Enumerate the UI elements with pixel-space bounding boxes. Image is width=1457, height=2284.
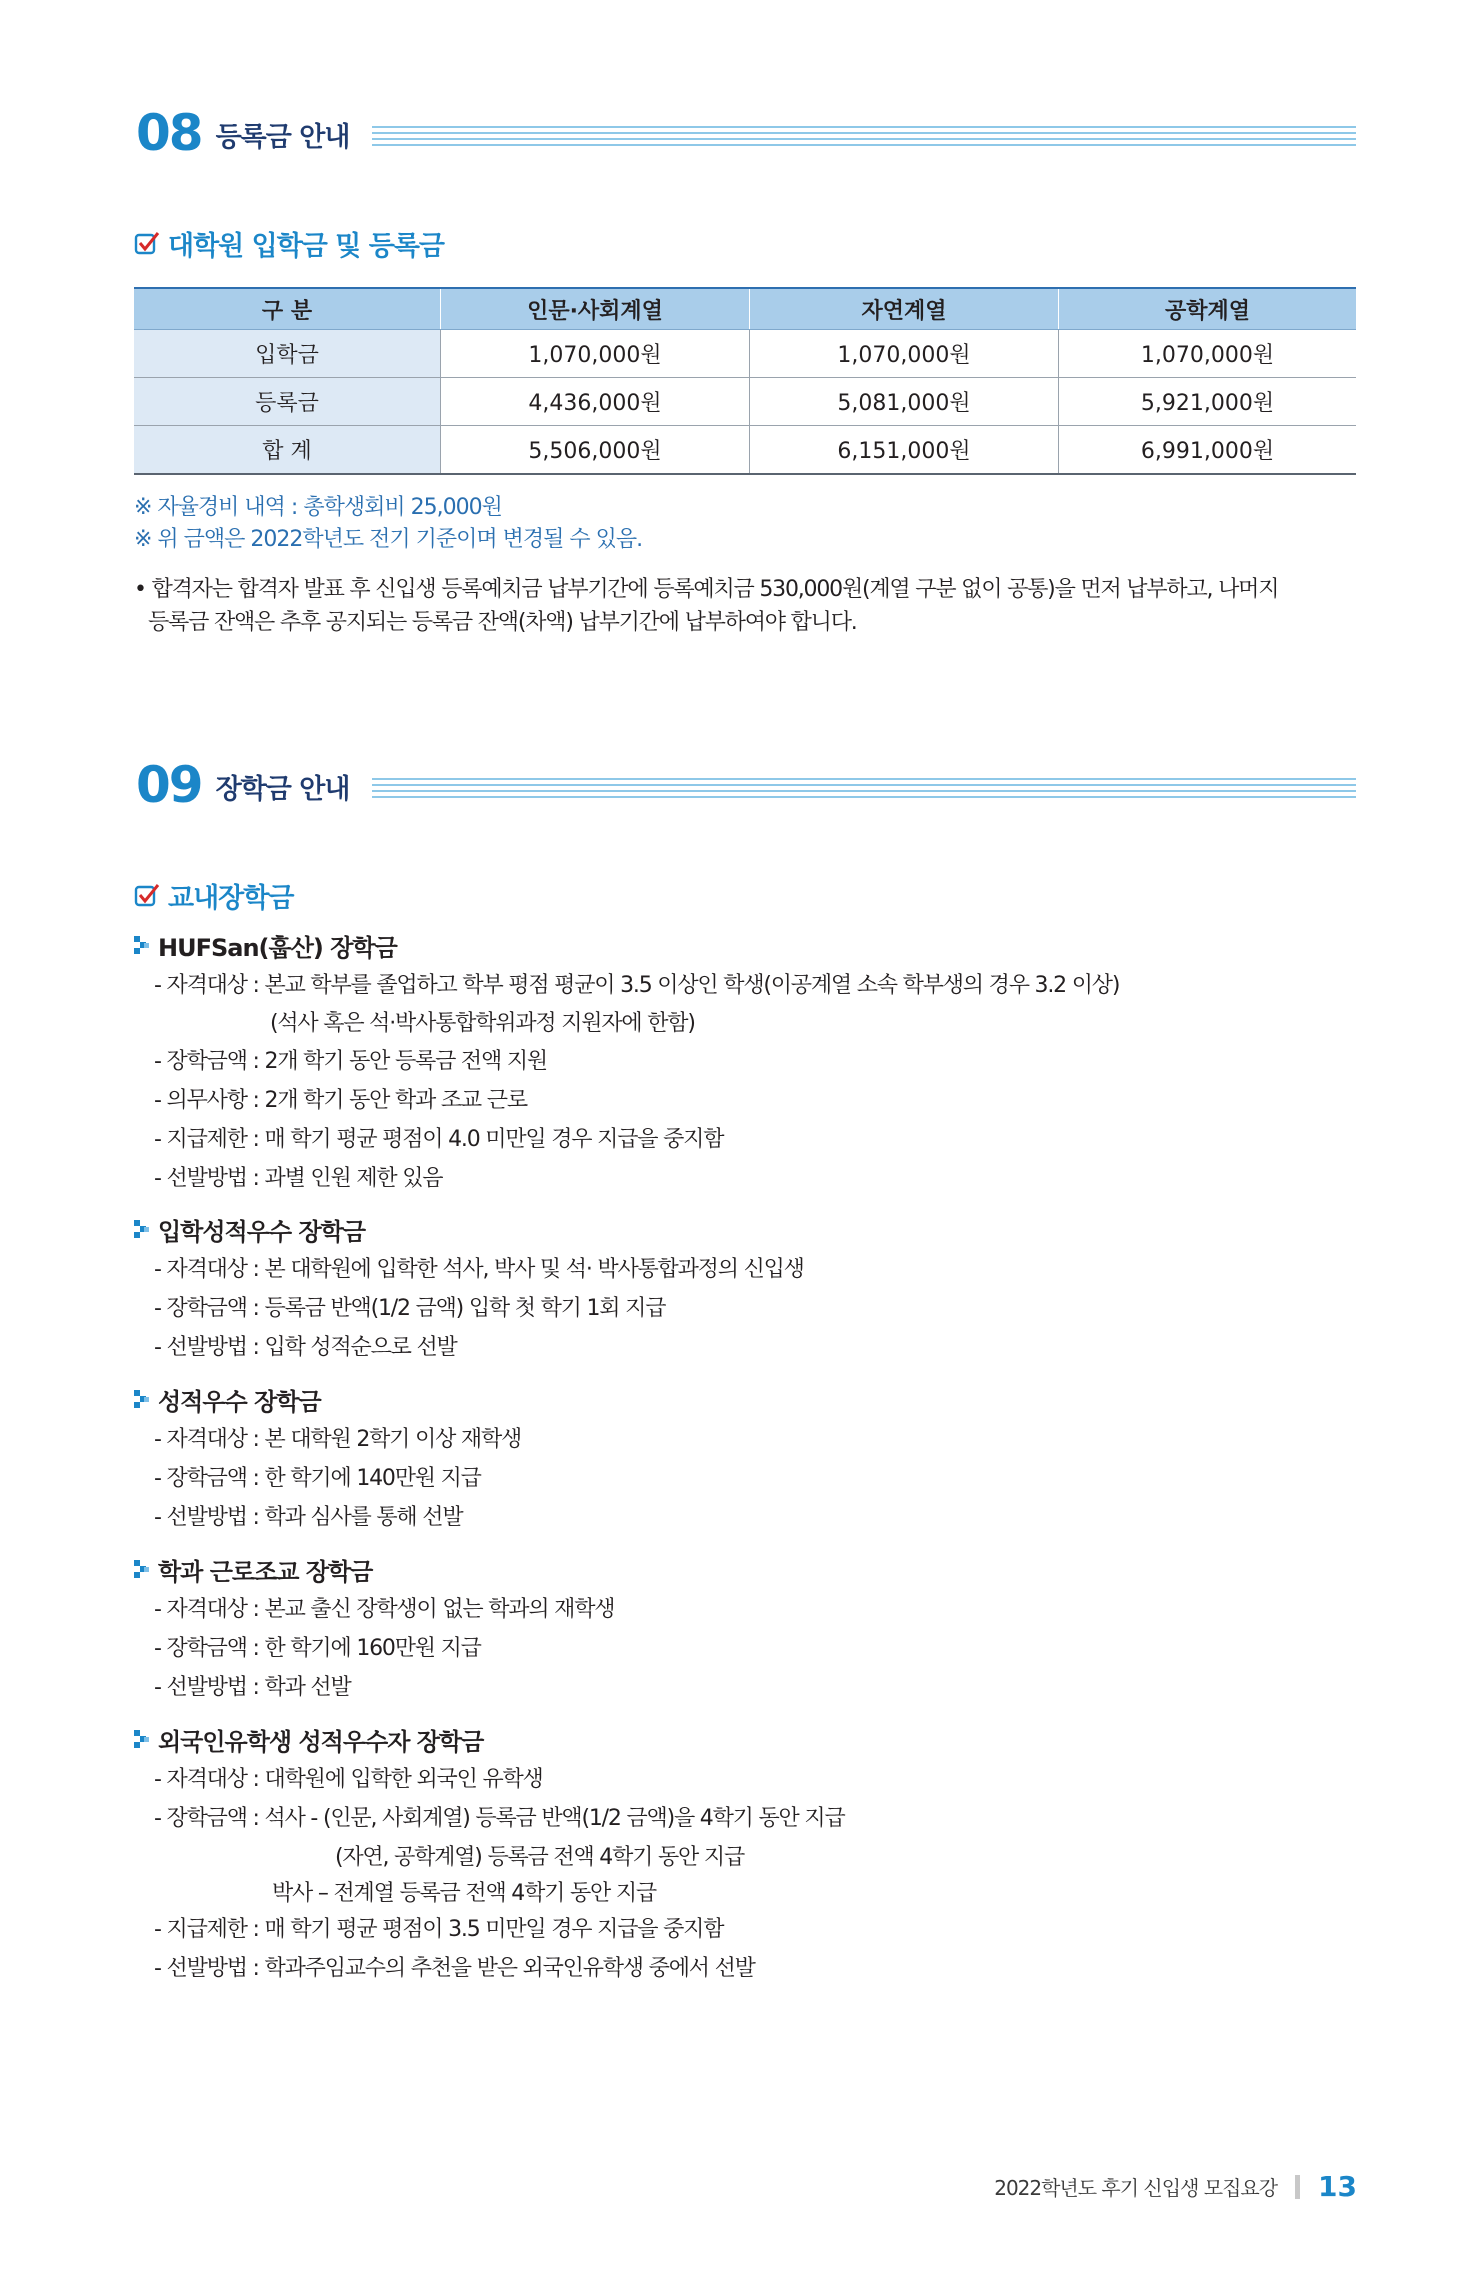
scholarship-detail: - 선발방법 : 학과주임교수의 추천을 받은 외국인유학생 중에서 선발 — [154, 1956, 755, 1981]
check-box-icon — [134, 231, 160, 257]
page-number: 13 — [1318, 2170, 1357, 2203]
row-label: 등록금 — [134, 378, 441, 426]
scholarship-detail: - 장학금액 : 한 학기에 160만원 지급 — [154, 1636, 481, 1661]
tuition-note: ※ 자율경비 내역 : 총학생회비 25,000원 — [134, 495, 502, 520]
table-row — [134, 330, 1356, 378]
group-title-label: 성적우수 장학금 — [158, 1388, 321, 1416]
scholarship-heading-label: 교내장학금 — [168, 883, 294, 914]
group-title-label: 외국인유학생 성적우수자 장학금 — [158, 1728, 484, 1756]
scholarship-detail: - 자격대상 : 본 대학원에 입학한 석사, 박사 및 석· 박사통합과정의 신입생 — [154, 1257, 804, 1282]
table-cell: 6,991,000원 — [1059, 426, 1357, 475]
check-box-icon — [134, 883, 160, 909]
payment-notice-line: • 합격자는 합격자 발표 후 신입생 등록예치금 납부기간에 등록예치금 530,000원(계열 구분 없이 공통)을 먼저 납부하고, 나머지 — [134, 577, 1279, 602]
table-header-cell: 인문·사회계열 — [441, 288, 750, 330]
scholarship-group-title — [134, 1212, 365, 1247]
section-08-header — [136, 104, 350, 162]
section-title: 등록금 안내 — [215, 122, 350, 153]
scholarship-heading — [134, 876, 293, 915]
table-cell: 1,070,000원 — [1059, 330, 1357, 378]
table-cell: 1,070,000원 — [750, 330, 1059, 378]
table-cell: 1,070,000원 — [441, 330, 750, 378]
tuition-heading — [134, 224, 444, 263]
tuition-note: ※ 위 금액은 2022학년도 전기 기준이며 변경될 수 있음. — [134, 527, 643, 552]
scholarship-group-title — [134, 1722, 483, 1757]
scholarship-detail: - 장학금액 : 2개 학기 동안 등록금 전액 지원 — [154, 1049, 547, 1074]
row-label: 입학금 — [134, 330, 441, 378]
scholarship-detail: - 지급제한 : 매 학기 평균 평점이 4.0 미만일 경우 지급을 중지함 — [154, 1127, 724, 1152]
scholarship-detail: (석사 혹은 석·박사통합학위과정 지원자에 한함) — [270, 1011, 695, 1036]
scholarship-detail: - 선발방법 : 입학 성적순으로 선발 — [154, 1335, 457, 1360]
table-header-row — [134, 288, 1356, 330]
scholarship-detail: - 선발방법 : 학과 심사를 통해 선발 — [154, 1505, 463, 1530]
table-header-cell: 자연계열 — [750, 288, 1059, 330]
footer-title: 2022학년도 후기 신입생 모집요강 — [994, 2176, 1278, 2200]
scholarship-detail: - 의무사항 : 2개 학기 동안 학과 조교 근로 — [154, 1088, 527, 1113]
group-title-label: HUFSan(훕산) 장학금 — [158, 934, 397, 962]
scholarship-detail: - 장학금액 : 한 학기에 140만원 지급 — [154, 1466, 481, 1491]
scholarship-detail: - 선발방법 : 학과 선발 — [154, 1675, 351, 1700]
scholarship-detail: - 자격대상 : 본 대학원 2학기 이상 재학생 — [154, 1427, 522, 1452]
scholarship-detail: (자연, 공학계열) 등록금 전액 4학기 동안 지급 — [335, 1845, 745, 1870]
table-cell: 4,436,000원 — [441, 378, 750, 426]
scholarship-group-title — [134, 1552, 372, 1587]
group-title-label: 학과 근로조교 장학금 — [158, 1558, 373, 1586]
scholarship-detail: - 자격대상 : 대학원에 입학한 외국인 유학생 — [154, 1767, 543, 1792]
table-header-cell: 구 분 — [134, 288, 441, 330]
section-number: 09 — [136, 756, 202, 814]
section-09-header — [136, 756, 350, 814]
scholarship-detail: - 선발방법 : 과별 인원 제한 있음 — [154, 1166, 443, 1191]
table-cell: 5,921,000원 — [1059, 378, 1357, 426]
row-label: 합 계 — [134, 426, 441, 475]
bullet-marker-icon — [134, 1730, 150, 1750]
scholarship-detail: 박사 – 전계열 등록금 전액 4학기 동안 지급 — [272, 1881, 656, 1906]
bullet-marker-icon — [134, 936, 150, 956]
page-footer — [994, 2170, 1357, 2203]
scholarship-detail: - 지급제한 : 매 학기 평균 평점이 3.5 미만일 경우 지급을 중지함 — [154, 1917, 724, 1942]
bullet-marker-icon — [134, 1220, 150, 1240]
scholarship-group-title — [134, 928, 397, 963]
bullet-marker-icon — [134, 1560, 150, 1580]
footer-divider — [1295, 2175, 1300, 2199]
section-number: 08 — [136, 104, 202, 162]
scholarship-group-title — [134, 1382, 321, 1417]
table-row — [134, 378, 1356, 426]
scholarship-detail: - 자격대상 : 본교 학부를 졸업하고 학부 평점 평균이 3.5 이상인 학생(이공계열 소속 학부생의 경우 3.2 이상) — [154, 973, 1120, 998]
section-title: 장학금 안내 — [215, 774, 350, 805]
bullet-marker-icon — [134, 1390, 150, 1410]
tuition-table — [134, 287, 1356, 475]
section-divider — [372, 778, 1356, 800]
table-cell: 5,081,000원 — [750, 378, 1059, 426]
scholarship-detail: - 장학금액 : 석사 - (인문, 사회계열) 등록금 반액(1/2 금액)을 4학기 동안 지급 — [154, 1806, 845, 1831]
scholarship-detail: - 자격대상 : 본교 출신 장학생이 없는 학과의 재학생 — [154, 1597, 615, 1622]
table-header-cell: 공학계열 — [1059, 288, 1357, 330]
table-cell: 5,506,000원 — [441, 426, 750, 475]
section-divider — [372, 126, 1356, 148]
table-cell: 6,151,000원 — [750, 426, 1059, 475]
group-title-label: 입학성적우수 장학금 — [158, 1218, 366, 1246]
scholarship-detail: - 장학금액 : 등록금 반액(1/2 금액) 입학 첫 학기 1회 지급 — [154, 1296, 666, 1321]
payment-notice — [134, 573, 1364, 639]
table-row — [134, 426, 1356, 475]
tuition-heading-label: 대학원 입학금 및 등록금 — [168, 231, 445, 262]
payment-notice-line: 등록금 잔액은 추후 공지되는 등록금 잔액(차액) 납부기간에 납부하여야 합니다. — [148, 610, 857, 635]
